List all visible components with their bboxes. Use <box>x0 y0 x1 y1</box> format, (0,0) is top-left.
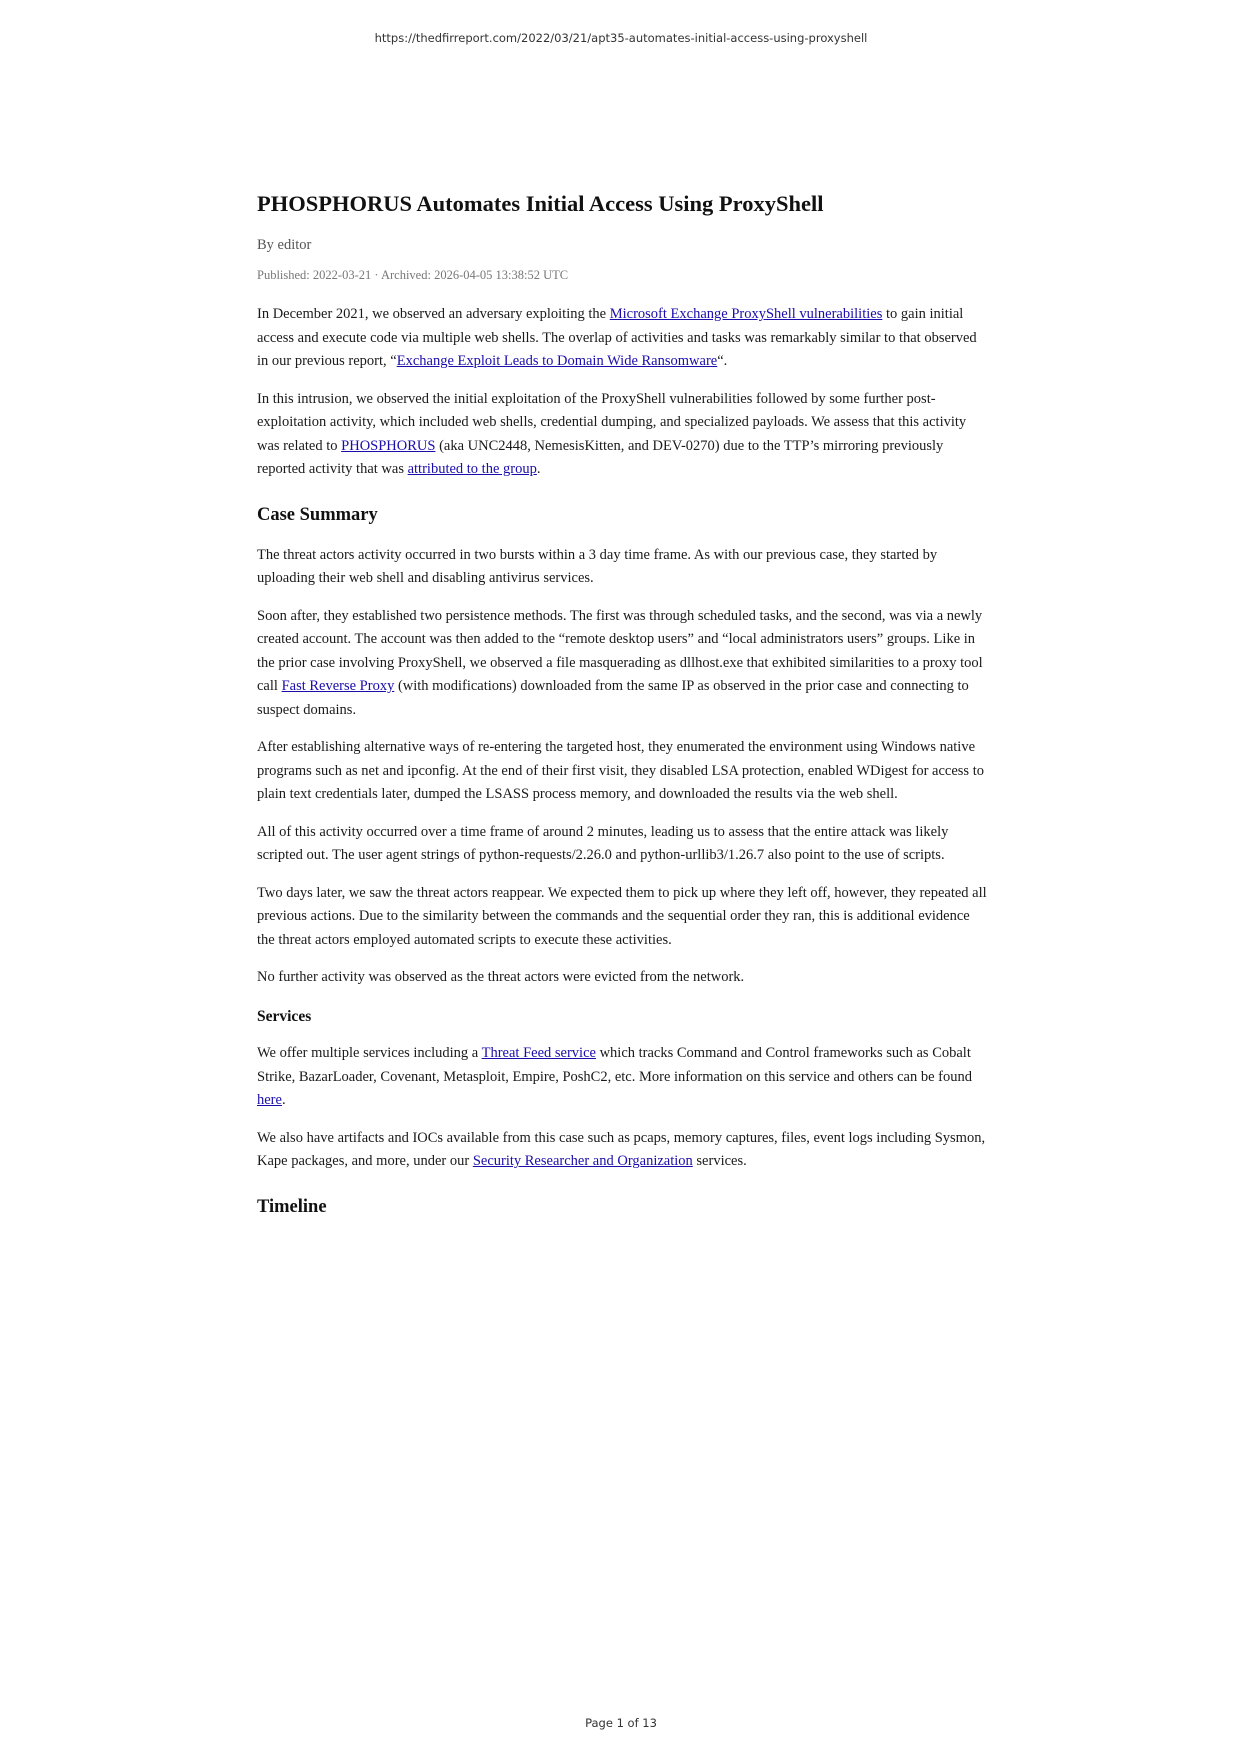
paragraph-summary-4: All of this activity occurred over a time frame of around 2 minutes, leading us to assess that the entire attack was likely scripted out. The user agent strings of python-requests/2.26.0 and python-urllib3/1.26.7 also point to the use of scripts. <box>257 823 949 864</box>
paragraph-intro <box>257 303 989 374</box>
link-security-researcher-organization[interactable]: Security Researcher and Organization <box>472 1153 693 1170</box>
paragraph-text: (with modifications) downloaded from the same IP as observed in the prior case and connecting to suspect domains. <box>257 678 969 718</box>
paragraph-summary-3: After establishing alternative ways of re-entering the targeted host, they enumerated the environment using Windows native programs such as net and ipconfig. At the end of their first visit, they disabled LSA protection, enabled WDigest for access to plain text credentials later, dumped the LSASS process memory, and downloaded the results via the web shell. <box>257 739 984 803</box>
link-attributed-to-group[interactable]: attributed to the group <box>407 461 537 477</box>
paragraph-summary-1: The threat actors activity occurred in two bursts within a 3 day time frame. As with our previous case, they started by uploading their web shell and disabling antivirus services. <box>257 546 938 587</box>
paragraph-summary-6: No further activity was observed as the threat actors were evicted from the network. <box>257 969 745 986</box>
paragraph-text: . <box>281 1092 286 1109</box>
paragraph-text: to gain initial access and execute code via multiple web shells. The overlap of activities and tasks was remarkably similar to that observed in our previous report, “ <box>257 306 977 369</box>
article-meta: Published: 2022-03-21 · Archived: 2026-04-05 13:38:52 UTC <box>257 268 569 282</box>
article-title: PHOSPHORUS Automates Initial Access Using ProxyShell <box>257 191 824 216</box>
paragraph-text: services. <box>692 1153 747 1170</box>
paragraph-text: We also have artifacts and IOCs available from this case such as pcaps, memory captures, files, event logs including Sysmon, Kape packages, and more, under our <box>257 1129 986 1170</box>
link-exchange-exploit-report[interactable]: Exchange Exploit Leads to Domain Wide Ransomware <box>396 353 718 369</box>
link-fast-reverse-proxy[interactable]: Fast Reverse Proxy <box>281 678 395 695</box>
heading-case-summary: Case Summary <box>257 504 378 525</box>
paragraph-text: In December 2021, we observed an adversary exploiting the <box>257 306 610 322</box>
link-proxyshell-vulnerabilities[interactable]: Microsoft Exchange ProxyShell vulnerabilities <box>609 306 883 322</box>
paragraph-services-2 <box>257 1127 989 1174</box>
heading-services: Services <box>257 1007 312 1025</box>
paragraph-summary-5: Two days later, we saw the threat actors reappear. We expected them to pick up where they left off, however, they repeated all previous actions. Due to the similarity between the commands and the sequential order they ran, this is additional evidence the threat actors employed automated scripts to execute these activities. <box>257 884 987 948</box>
link-threat-feed-service[interactable]: Threat Feed service <box>481 1045 596 1062</box>
paragraph-intrusion <box>257 388 989 482</box>
link-phosphorus[interactable]: PHOSPHORUS <box>341 437 436 454</box>
page-number-footer: Page 1 of 13 <box>585 1716 657 1730</box>
paragraph-summary-2 <box>257 605 989 723</box>
paragraph-services-1 <box>257 1042 989 1113</box>
paragraph-text: which tracks Command and Control frameworks such as Cobalt Strike, BazarLoader, Covenant, Metasploit, Empire, PoshC2, etc. More information on this service and others can be found <box>257 1045 972 1085</box>
article <box>257 190 989 1236</box>
article-byline: By editor <box>257 237 312 253</box>
paragraph-text: “. <box>717 353 728 369</box>
paragraph-text: Soon after, they established two persistence methods. The first was through scheduled tasks, and the second, was via a newly created account. The account was then added to the “remote desktop users” and “local administrators users” groups. Like in the prior case involving ProxyShell, we observed a file masquerading as dllhost.exe that exhibited similarities to a proxy tool call <box>257 607 983 695</box>
page-url-header: https://thedfirreport.com/2022/03/21/apt35-automates-initial-access-using-proxyshell <box>374 31 868 45</box>
link-here[interactable]: here <box>257 1092 282 1109</box>
paragraph-text: (aka UNC2448, NemesisKitten, and DEV-0270) due to the TTP’s mirroring previously reported activity that was <box>257 437 944 477</box>
heading-timeline: Timeline <box>257 1196 327 1217</box>
paragraph-text: We offer multiple services including a <box>257 1045 482 1062</box>
paragraph-text: In this intrusion, we observed the initial exploitation of the ProxyShell vulnerabilities followed by some further post-exploitation activity, which included web shells, credential dumping, and specialized payloads. We assess that this activity was related to <box>257 390 967 454</box>
paragraph-text: . <box>536 461 541 477</box>
